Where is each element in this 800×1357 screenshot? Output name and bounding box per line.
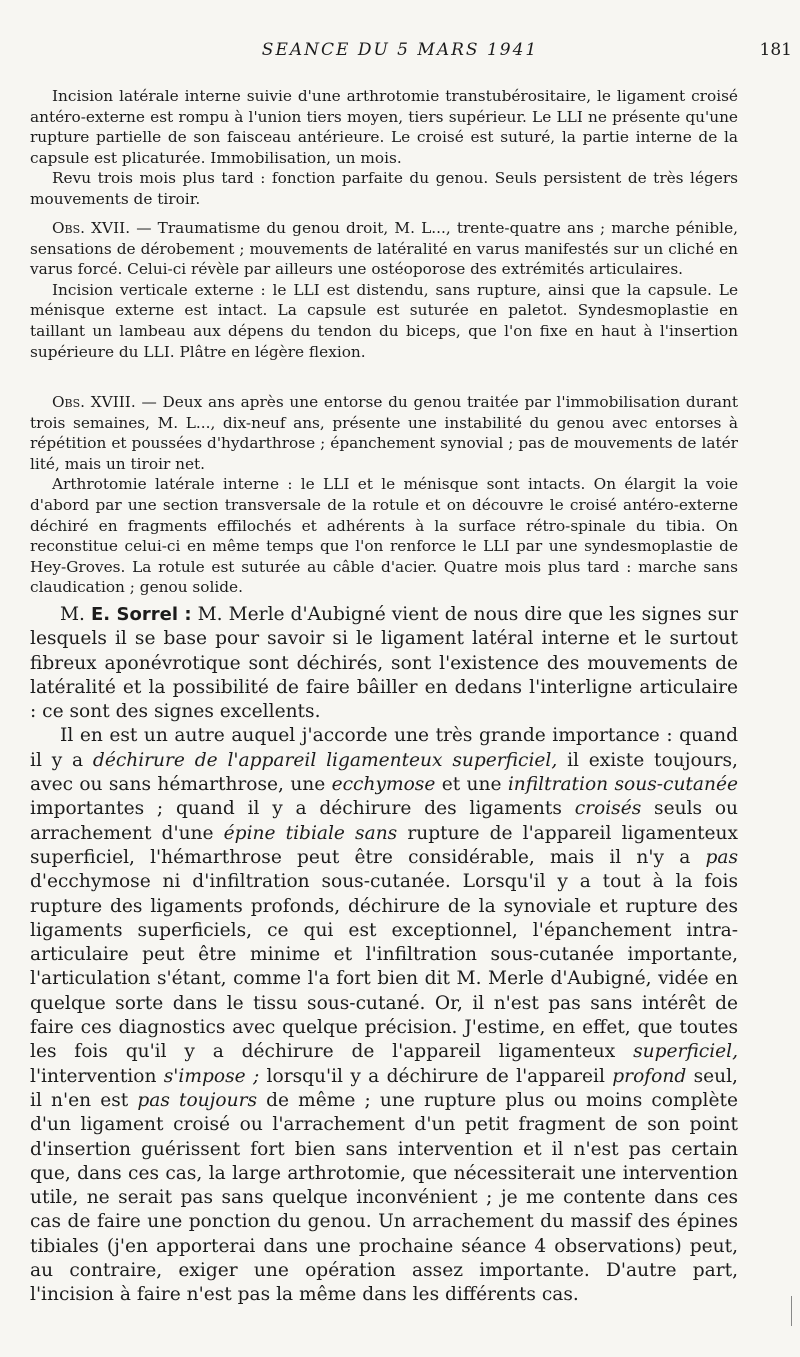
italic-run: pas toujours — [137, 1089, 257, 1111]
text-run: seul, il n'en est — [30, 1065, 738, 1111]
observation-label: Obs. XVIII. — [52, 393, 136, 411]
text-run: seuls ou arrachement d'une — [30, 798, 739, 844]
speaker-prefix: M. — [60, 604, 85, 625]
italic-run: ecchymose — [331, 774, 436, 796]
paragraph: Incision verticale externe : le LLI est distendu, sans rupture, ainsi que la capsule. Le ménisque externe est intact. La capsule est suturée en paletot. Syndesmoplastie en taillant un lambeau aux dépens du tendon du biceps, que l'on fixe en haut à l'insertion supérieure du LLI. Plâtre en légère flexion. — [30, 280, 738, 361]
text-run: importantes ; quand il y a déchirure des ligaments — [30, 798, 562, 820]
paragraph-text: — Deux ans après une entorse du genou traitée par l'immobilisation durant trois semaines, M. L..., dix-neuf ans, présente une instabilité du genou avec entorses à répétition et poussées d'hydarthrose ; épanchement synovial ; pas de mouvements de latér lité, mais un tiroir net. — [30, 393, 738, 473]
text-run: rupture de l'appareil ligamenteux superficiel, l'hémarthrose peut être considérable, mais il n'y a — [30, 822, 739, 868]
text-run: d'ecchymose ni d'infiltration sous-cutanée. Lorsqu'il y a tout à la fois rupture des ligaments profonds, déchirure de la synoviale et rupture des ligaments superficiels, ce qui est exceptionnel, l'épanchement intra-articulaire peut être minime et l'infiltration sous-cutanée importante, l'articulation s'étant, comme l'a fort bien dit M. Merle d'Aubigné, vidée en quelque sorte dans le tissu sous-cutané. Or, il n'est pas sans intérêt de faire ces diagnostics avec quelque précision. J'estime, en effet, que toutes les fois qu'il y a déchirure de l'appareil ligamenteux — [30, 871, 738, 1063]
margin-mark — [791, 1296, 792, 1326]
paragraph: Arthrotomie latérale interne : le LLI et le ménisque sont intacts. On élargit la voie d'abord par une section transversale de la rotule et on découvre le croisé antéro-externe déchiré en fragments effilochés et adhérents à la surface rétro-spinale du tibia. On reconstitue celui-ci en même temps que l'on renforce le LLI par une syndesmoplastie de Hey-Groves. La rotule est suturée au câble d'acier. Quatre mois plus tard : marche sans claudication ; genou solide. — [30, 475, 738, 597]
italic-run: déchirure de l'appareil ligamenteux superficiel, — [92, 749, 558, 771]
text-run: Il en est un autre auquel j'accorde une très grande importance : quand il y a — [30, 725, 738, 771]
text-run: il existe toujours, avec ou sans hémarthrose, une — [30, 749, 738, 796]
text-run: et une — [441, 774, 502, 796]
text-run: l'intervention — [30, 1065, 157, 1087]
italic-run: superficiel, — [633, 1041, 738, 1063]
observation-18 — [30, 392, 738, 598]
observation-17 — [30, 218, 738, 362]
italic-run: croisés — [574, 798, 642, 820]
italic-run: profond — [612, 1065, 687, 1087]
observation-label: Obs. XVII. — [52, 219, 131, 237]
paragraph: Incision latérale interne suivie d'une arthrotomie transtubérositaire, le ligament croisé antéro-externe est rompu à l'union tiers moyen, tiers supérieur. Le LLI ne présente qu'une rupture partielle de son faisceau antérieure. Le croisé est suturé, la partie interne de la capsule est plicaturée. Immobilisation, un mois. — [30, 87, 738, 167]
observation-16-end — [30, 86, 738, 210]
running-title: SEANCE DU 5 MARS 1941 — [261, 40, 539, 60]
italic-run: pas — [705, 846, 738, 868]
text-run: lorsqu'il y a déchirure de l'appareil — [266, 1065, 605, 1087]
page-header — [0, 40, 800, 62]
page-number: 181 — [759, 40, 792, 60]
speaker-name: E. Sorrel : — [91, 604, 192, 625]
paragraph — [30, 724, 738, 1307]
italic-run: s'impose ; — [163, 1065, 260, 1087]
italic-run: épine tibiale sans — [223, 822, 398, 844]
paragraph-text: M. Merle d'Aubigné vient de nous dire que les signes sur lesquels il se base pour savoir si le ligament latéral interne et le surtout fibreux aponévrotique sont déchirés, sont l'existence des mouvements de latéralité et la possibilité de faire bâiller en dedans l'interligne articulaire : ce sont des signes excellents. — [30, 604, 738, 723]
sorrel-discussion — [30, 603, 738, 1308]
text-run: de même ; une rupture plus ou moins complète d'un ligament croisé ou l'arrachement d'un petit fragment de son point d'insertion guérissent fort bien sans intervention et il n'est pas certain que, dans ces cas, la large arthrotomie, que nécessiterait une intervention utile, ne serait pas sans quelque inconvénient ; je me contente dans ces cas de faire une ponction du genou. Un arrachement du massif des épines tibiales (j'en apporterai dans une prochaine séance 4 observations) peut, au contraire, exiger une opération assez importante. D'autre part, l'incision à faire n'est pas la même dans les différents cas. — [30, 1089, 738, 1306]
paragraph: Revu trois mois plus tard : fonction parfaite du genou. Seuls persistent de très légers mouvements de tiroir. — [30, 169, 738, 208]
paragraph-text: — Traumatisme du genou droit, M. L..., trente-quatre ans ; marche pénible, sensations de dérobement ; mouvements de latéralité en varus manifestés sur un cliché en varus forcé. Celui-ci révèle par ailleurs une ostéoporose des extrémités articulaires. — [30, 219, 738, 279]
italic-run: infiltration sous-cutanée — [507, 774, 738, 796]
